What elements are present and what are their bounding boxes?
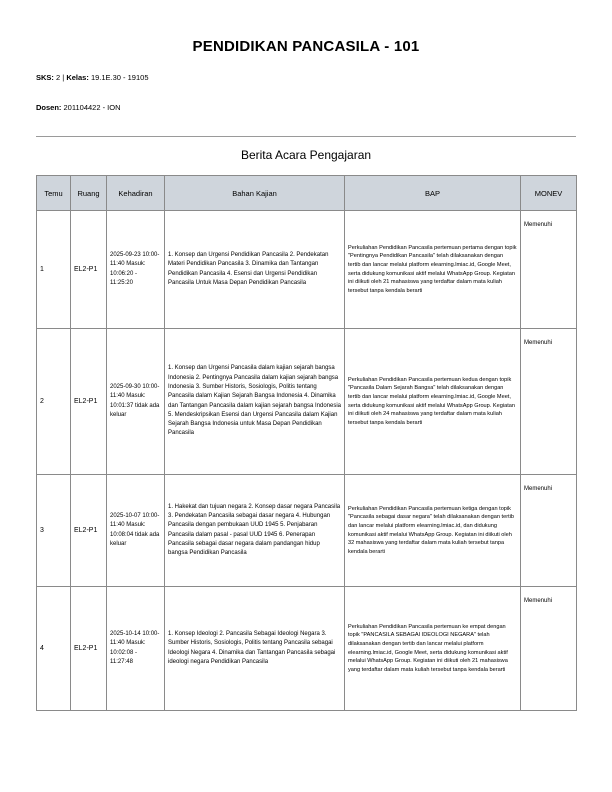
cell-ruang: EL2-P1: [71, 587, 107, 711]
cell-ruang: EL2-P1: [71, 211, 107, 329]
cell-kehadiran: 2025-10-07 10:00-11:40 Masuk: 10:08:04 tidak ada keluar: [107, 475, 165, 587]
cell-bahan-kajian: 1. Hakekat dan tujuan negara 2. Konsep dasar negara Pancasila 3. Pendekatan Pancasila sebagai dasar negara 4. Hubungan Pancasila dengan pembukaan UUD 1945 5. Penjabaran Pancasila dalam pasal - pasal UUD 1945 6. Penerapan Pancasila sebagai dasar negara dalam pandangan hidup bangsa Pendidikan Pancasila: [165, 475, 345, 587]
lecturer-info: Dosen: 201104422 - ION: [36, 103, 121, 112]
cell-monev: Memenuhi: [521, 329, 577, 475]
cell-ruang: EL2-P1: [71, 329, 107, 475]
class-info: SKS: 2 | Kelas: 19.1E.30 - 19105: [36, 73, 149, 82]
header-monev: MONEV: [521, 176, 577, 211]
table-row: [37, 475, 577, 587]
cell-bahan-kajian: 1. Konsep dan Urgensi Pancasila dalam kajian sejarah bangsa Indonesia 2. Pentingnya Pancasila dalam kajian sejarah bangsa Indonesia 3. Sumber Historis, Sosiologis, Politis tentang Pancasila dalam Kajian Sejarah Bangsa Indonesia 4. Dinamika dan Tantangan Pancasila dalam kajian sejarah bangsa Indonesia 5. Mendeskripsikan Esensi dan Urgensi Pancasila dalam Kajian Sejarah Bangsa Indonesia untuk Masa Depan Pendidikan Pancasila: [165, 329, 345, 475]
table-row: [37, 211, 577, 329]
header-temu: Temu: [37, 176, 71, 211]
header-ruang: Ruang: [71, 176, 107, 211]
cell-bap: Perkuliahan Pendidikan Pancasila pertemuan kedua dengan topik "Pancasila Dalam Sejarah Bangsa" telah dilaksanakan dengan tertib dan lancar melalui platform elearning.lmiac.id, Google Meet, serta didukung komunikasi aktif melalui WhatsApp Group. Kegiatan ini diikuti oleh 24 mahasiswa yang terdaftar dalam mata kuliah tersebut tanpa kendala berarti: [345, 329, 521, 475]
sks-label: SKS: [36, 73, 52, 82]
sks-value: 2: [56, 73, 61, 82]
cell-bap: Perkuliahan Pendidikan Pancasila pertemuan ke empat dengan topik "PANCASILA SEBAGAI IDEOLOGI NEGARA" telah dilaksanakan dengan tertib dan lancar melalui platform elearning.lmiac.id, Google Meet, serta didukung komunikasi aktif melalui WhatsApp Group. Kegiatan ini diikuti oleh 21 mahasiswa yang terdaftar dalam mata kuliah tersebut tanpa kendala berarti: [345, 587, 521, 711]
cell-kehadiran: 2025-10-14 10:00-11:40 Masuk: 10:02:08 - 11:27:48: [107, 587, 165, 711]
table-row: [37, 329, 577, 475]
table-header-row: [37, 176, 577, 211]
cell-monev: Memenuhi: [521, 475, 577, 587]
header-kehadiran: Kehadiran: [107, 176, 165, 211]
cell-temu: 4: [37, 587, 71, 711]
section-title: Berita Acara Pengajaran: [240, 148, 372, 162]
cell-monev: Memenuhi: [521, 587, 577, 711]
kelas-value: 19.1E.30 - 19105: [90, 73, 149, 82]
cell-monev: Memenuhi: [521, 211, 577, 329]
cell-bap: Perkuliahan Pendidikan Pancasila pertemuan pertama dengan topik "Pentingnya Pendidikan Pancasila" telah dilaksanakan dengan tertib dan lancar melalui platform elearning.lmiac.id, Google Meet, serta didukung komunikasi aktif melalui WhatsApp Group. Kegiatan ini diikuti oleh 21 mahasiswa yang terdaftar dalam mata kuliah tersebut tanpa kendala berarti: [345, 211, 521, 329]
header-bap: BAP: [345, 176, 521, 211]
cell-temu: 2: [37, 329, 71, 475]
cell-ruang: EL2-P1: [71, 475, 107, 587]
cell-temu: 1: [37, 211, 71, 329]
dosen-value: 201104422 - ION: [63, 103, 121, 112]
cell-bahan-kajian: 1. Konsep Ideologi 2. Pancasila Sebagai Ideologi Negara 3. Sumber Historis, Sosiologis, Politis tentang Pancasila sebagai Ideologi Negara 4. Dinamika dan Tantangan Pancasila sebagai ideologi negara Pendidikan Pancasila: [165, 587, 345, 711]
dosen-label: Dosen: [36, 103, 59, 112]
cell-temu: 3: [37, 475, 71, 587]
cell-bap: Perkuliahan Pendidikan Pancasila pertemuan ketiga dengan topik "Pancasila sebagai dasar negara" telah dilaksanakan dengan tertib dan lancar melalui platform elearning.lmiac.id, dan didukung komunikasi aktif melalui WhatsApp Group. Kegiatan ini diikuti oleh 32 mahasiswa yang terdaftar dalam mata kuliah tersebut tanpa kendala berarti: [345, 475, 521, 587]
cell-kehadiran: 2025-09-30 10:00-11:40 Masuk: 10:01:37 tidak ada keluar: [107, 329, 165, 475]
divider: [36, 136, 576, 137]
cell-bahan-kajian: 1. Konsep dan Urgensi Pendidikan Pancasila 2. Pendekatan Materi Pendidikan Pancasila 3. Dinamika dan Tantangan Pendidikan Pancasila 4. Esensi dan Urgensi Pendidikan Pancasila Untuk Masa Depan Pendidikan Pancasila: [165, 211, 345, 329]
table-row: [37, 587, 577, 711]
cell-kehadiran: 2025-09-23 10:00-11:40 Masuk: 10:06:20 - 11:25:20: [107, 211, 165, 329]
header-bahan-kajian: Bahan Kajian: [165, 176, 345, 211]
teaching-record-table: [36, 175, 577, 711]
kelas-label: Kelas: [66, 73, 87, 82]
page-title: PENDIDIKAN PANCASILA - 101: [192, 38, 420, 55]
